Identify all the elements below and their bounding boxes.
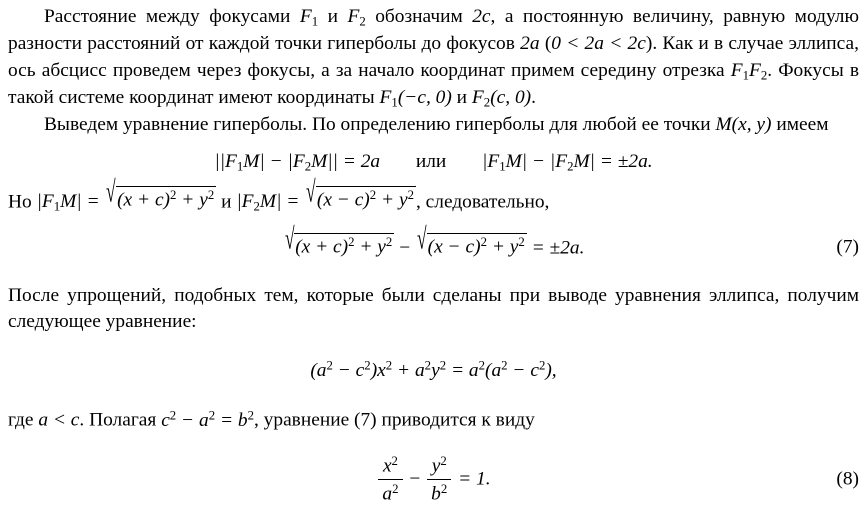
radical-sign-icon: √: [106, 176, 117, 210]
equation-7: [8, 223, 859, 262]
math-mod-F2M: $|F_2M|$ =: [236, 191, 300, 214]
text-segment: После упрощений, подобных тем, которые были сделаны при выводе уравнения эллипса, получим следующее уравнение:: [8, 284, 859, 333]
text-segment: имеем: [776, 113, 829, 135]
math-rhs: = ±2a.: [531, 238, 585, 260]
text-segment: где: [8, 409, 34, 431]
text-conjunction: и: [327, 6, 338, 27]
paragraph-derivation-intro: [8, 112, 859, 139]
math-F1: $F_1$: [299, 6, 319, 29]
equation-simplified: [8, 358, 859, 385]
text-segment: Расстояние между фокусами: [44, 6, 291, 27]
radical-sign-icon: √: [284, 223, 295, 257]
math-definition-left: $||F_1M| - |F_2M|| = 2a$: [214, 151, 381, 175]
text-segment: , уравнение (7) приводится к виду: [253, 409, 535, 431]
math-operator-minus: −: [399, 238, 411, 260]
math-fraction-x2-a2: [378, 454, 402, 506]
math-segment-F1F2: $F_1F_2$: [730, 59, 768, 83]
equation-number: (8): [836, 468, 859, 490]
math-coord-F2: $F_2(c$, 0): [471, 86, 532, 110]
math-substitution: $c^2 - a^2 = b^2$: [161, 407, 254, 431]
math-F2: $F_2$: [347, 6, 366, 29]
math-rhs: = 1.: [458, 468, 491, 490]
math-inequality: (0 < 2a < 2c): [544, 33, 653, 55]
math-sqrt-2: [415, 223, 527, 262]
text-segment: . Фокусы в такой системе координат имеют координаты: [8, 59, 859, 108]
radical-sign-icon: √: [416, 223, 427, 257]
math-2a: 2a: [520, 33, 540, 55]
math-2c: 2c: [472, 6, 491, 27]
text-segment: обозначим: [375, 6, 463, 27]
text-tail: , следовательно,: [415, 191, 550, 213]
paragraph-distance-formulas: [8, 176, 859, 217]
math-connector: или: [415, 151, 447, 173]
paragraph-substitution: [8, 407, 859, 434]
text-lead: Но: [8, 191, 32, 213]
math-point-M: M(x, y): [715, 113, 772, 135]
radical-sign-icon: √: [306, 176, 316, 210]
text-conjunction: и: [456, 86, 468, 108]
math-operator-minus: −: [409, 468, 421, 490]
text-segment: . Как и в случае эллипса, ось абсцисс проведем через фокусы, а за начало координат примем середину отрезка: [8, 33, 859, 81]
math-sqrt-2: [304, 176, 416, 216]
document-body: [8, 4, 859, 517]
text-segment: . Полагая: [79, 409, 157, 431]
math-condition: a < c: [38, 409, 80, 431]
text-segment: .: [531, 86, 536, 108]
math-fraction-y2-b2: [427, 454, 451, 506]
math-sqrt-1: [104, 176, 216, 216]
radicand: $(x - c)^2 + y^2$: [316, 186, 416, 214]
paragraph-after-simplification: [8, 283, 859, 336]
math-sqrt-1: [283, 223, 395, 262]
fraction-numerator: $x^2$: [378, 454, 402, 480]
fraction-denominator: $a^2$: [382, 481, 399, 505]
fraction-numerator: $y^2$: [427, 454, 451, 480]
text-segment: , а постоянную величину, равную модулю разности расстояний от каждой точки гиперболы до фокусов: [8, 6, 859, 55]
text-conjunction: и: [221, 191, 232, 213]
text-segment: Выведем уравнение гиперболы. По определению гиперболы для любой ее точки: [44, 113, 711, 135]
radicand: $(x - c)^2 + y^2$: [427, 233, 527, 261]
math-mod-F1M: $|F_1M|$ =: [36, 191, 100, 214]
math-coord-F1: $F_1(-c$, 0): [379, 86, 452, 110]
fraction-denominator: $b^2$: [431, 481, 448, 505]
math-simplified-equation: $(a^2 - c^2)x^2 + a^2y^2 = a^2(a^2 - c^2)$,: [310, 358, 557, 382]
radicand: $(x + c)^2 + y^2$: [116, 186, 216, 214]
equation-8: [8, 454, 859, 506]
radicand: $(x + c)^2 + y^2$: [294, 233, 394, 261]
equation-number: (7): [836, 237, 859, 259]
equation-definition: [8, 149, 859, 176]
math-definition-right: $|F_1M| - |F_2M| = \pm 2a$.: [482, 151, 653, 175]
paragraph-focal-distance: [8, 4, 859, 112]
